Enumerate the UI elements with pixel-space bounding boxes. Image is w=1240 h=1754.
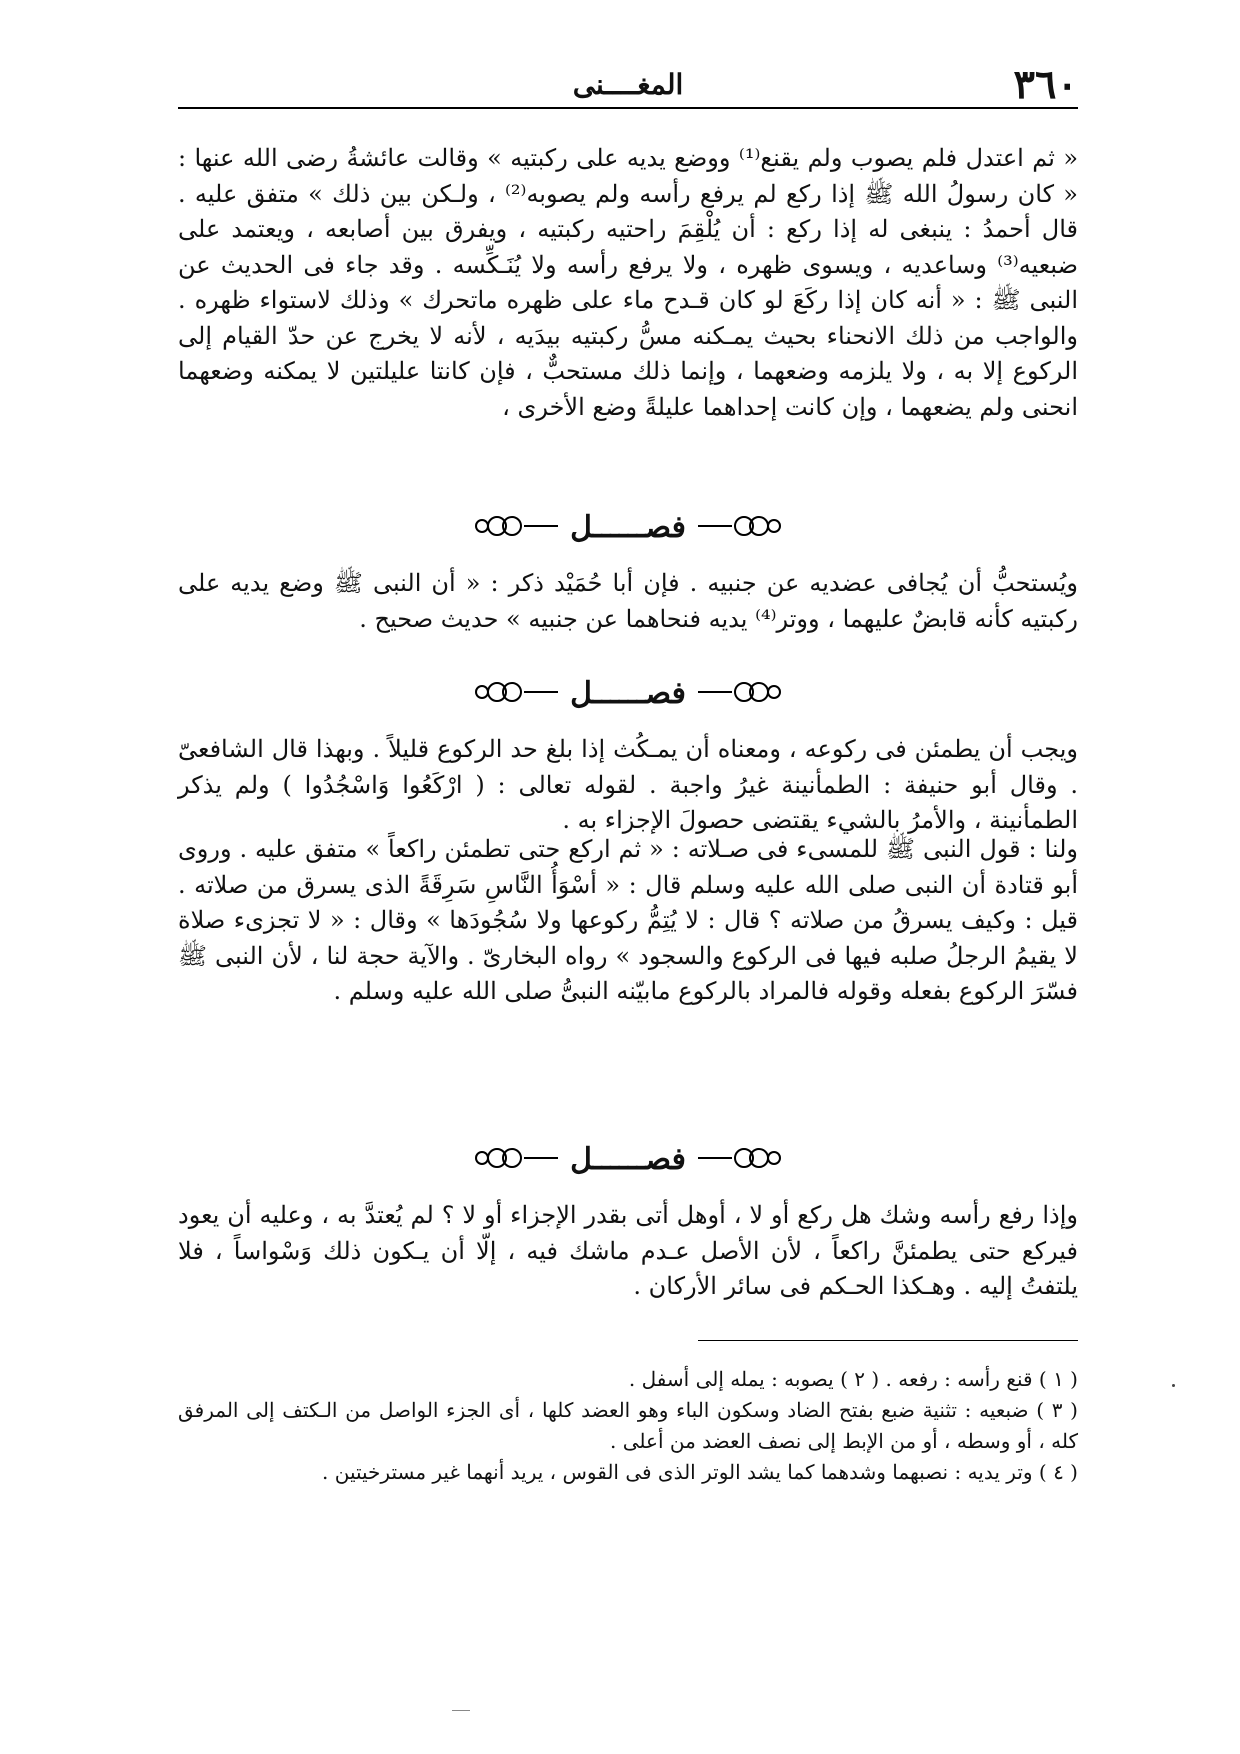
- footnote-1-2: ( ١ ) قنع رأسه : رفعه . ( ٢ ) يصوبه : يمله إلى أسفل .: [628, 1367, 1078, 1391]
- section-divider: [178, 506, 1078, 550]
- paragraph-5: [178, 1198, 1078, 1305]
- running-header: [178, 62, 1078, 108]
- footnote-rule: [698, 1340, 1078, 1341]
- paragraph-text: ولنا : قول النبى ﷺ للمسىء فى صـلاته : « ثم اركع حتى تطمئن راكعاً » متفق عليه . وروى أبو قتادة أن النبى صلى الله عليه وسلم قال : « أسْوَأُ النَّاسِ سَرِقَةً الذى يسرق من صلاته . قيل : وكيف يسرقُ من صلاته ؟ قال : لا يُتِمُّ ركوعها ولا سُجُودَها » وقال : « لا تجزىء صلاة لا يقيمُ الرجلُ صلبه فيها فى الركوع والسجود » رواه البخارىّ . والآية حجة لنا ، لأن النبى ﷺ فسّرَ الركوع بفعله وقوله فالمراد بالركوع مابيّنه النبىُّ صلى الله عليه وسلم .: [178, 835, 1078, 1005]
- section-divider: [178, 1138, 1078, 1182]
- footnote-4: ( ٤ ) وتر يديه : نصبهما وشدهما كما يشد الوتر الذى فى القوس ، يريد أنهما غير مسترخيتين .: [322, 1460, 1078, 1484]
- running-title: المغــــنى: [572, 68, 684, 101]
- paragraph-text: ويُستحبُّ أن يُجافى عضديه عن جنبيه . فإن أبا حُمَيْد ذكر : « أن النبى ﷺ وضع يديه على ركبتيه كأنه قابضٌ عليهما ، ووتر⁽⁴⁾ يديه فنحاهما عن جنبيه » حديث صحيح .: [178, 569, 1078, 633]
- bottom-speck: [452, 1710, 470, 1711]
- paragraph-text: « ثم اعتدل فلم يصوب ولم يقنع⁽¹⁾ ووضع يديه على ركبتيه » وقالت عائشةُ رضى الله عنها : « كان رسولُ الله ﷺ إذا ركع لم يرفع رأسه ولم يصوبه⁽²⁾ ، ولـكن بين ذلك » متفق عليه . قال أحمدُ : ينبغى له إذا ركع : أن يُلْقِمَ راحتيه ركبتيه ، ويفرق بين أصابعه ، ويعتمد على ضبعيه⁽³⁾ وساعديه ، ويسوى ظهره ، ولا يرفع رأسه ولا يُنَـكِّسه . وقد جاء فى الحديث عن النبى ﷺ : « أنه كان إذا ركَعَ لو كان قـدح ماء على ظهره ماتحرك » وذلك لاستواء ظهره . والواجب من ذلك الانحناء بحيث يمـكنه مسُّ ركبتيه بيدَيه ، لأنه لا يخرج عن حدّ القيام إلى الركوع إلا به ، ولا يلزمه وضعهما ، وإنما ذلك مستحبٌّ ، فإن كانتا عليلتين لا يمكنه وضعهما انحنى ولم يضعهما ، وإن كانت إحداهما عليلةً وضع الأخرى ،: [178, 144, 1079, 421]
- ornament-icon: [696, 507, 786, 551]
- section-divider-label: فصــــــل: [570, 1142, 686, 1177]
- footnote-3: ( ٣ ) ضبعيه : تثنية ضبع بفتح الضاد وسكون الباء وهو العضد كلها ، أى الجزء الواصل من الـكتف إلى المرفق كله ، أو وسطه ، أو من الإبط إلى نصف العضد من أعلى .: [178, 1398, 1078, 1453]
- paragraph-text: وإذا رفع رأسه وشك هل ركع أو لا ، أوهل أتى بقدر الإجزاء أو لا ؟ لم يُعتدَّ به ، وعليه أن يعود فيركع حتى يطمئنَّ راكعاً ، لأن الأصل عـدم ماشك فيه ، إلّا أن يـكون ذلك وَسْواساً ، فلا يلتفتُ إليه . وهـكذا الحـكم فى سائر الأركان .: [178, 1201, 1078, 1300]
- ornament-icon: [470, 673, 560, 717]
- ornament-icon: [696, 673, 786, 717]
- paragraph-2: [178, 566, 1078, 637]
- paragraph-3: [178, 732, 1078, 839]
- paragraph-4: [178, 832, 1078, 1010]
- header-rule: [178, 107, 1078, 109]
- footnotes: [178, 1364, 1078, 1488]
- section-divider: [178, 672, 1078, 716]
- section-divider-label: فصــــــل: [570, 676, 686, 711]
- ornament-icon: [470, 507, 560, 551]
- section-divider-label: فصــــــل: [570, 510, 686, 545]
- page-number: ٣٦٠: [1013, 61, 1078, 108]
- ornament-icon: [470, 1139, 560, 1183]
- paragraph-text: ويجب أن يطمئن فى ركوعه ، ومعناه أن يمـكُث إذا بلغ حد الركوع قليلاً . وبهذا قال الشافعىّ . وقال أبو حنيفة : الطمأنينة غيرُ واجبة . لقوله تعالى : ( ارْكَعُوا وَاسْجُدُوا ) ولم يذكر الطمأنينة ، والأمرُ بالشيء يقتضى حصولَ الإجزاء به .: [178, 735, 1078, 834]
- margin-speck: [1172, 1384, 1175, 1387]
- ornament-icon: [696, 1139, 786, 1183]
- paragraph-1: [178, 141, 1078, 425]
